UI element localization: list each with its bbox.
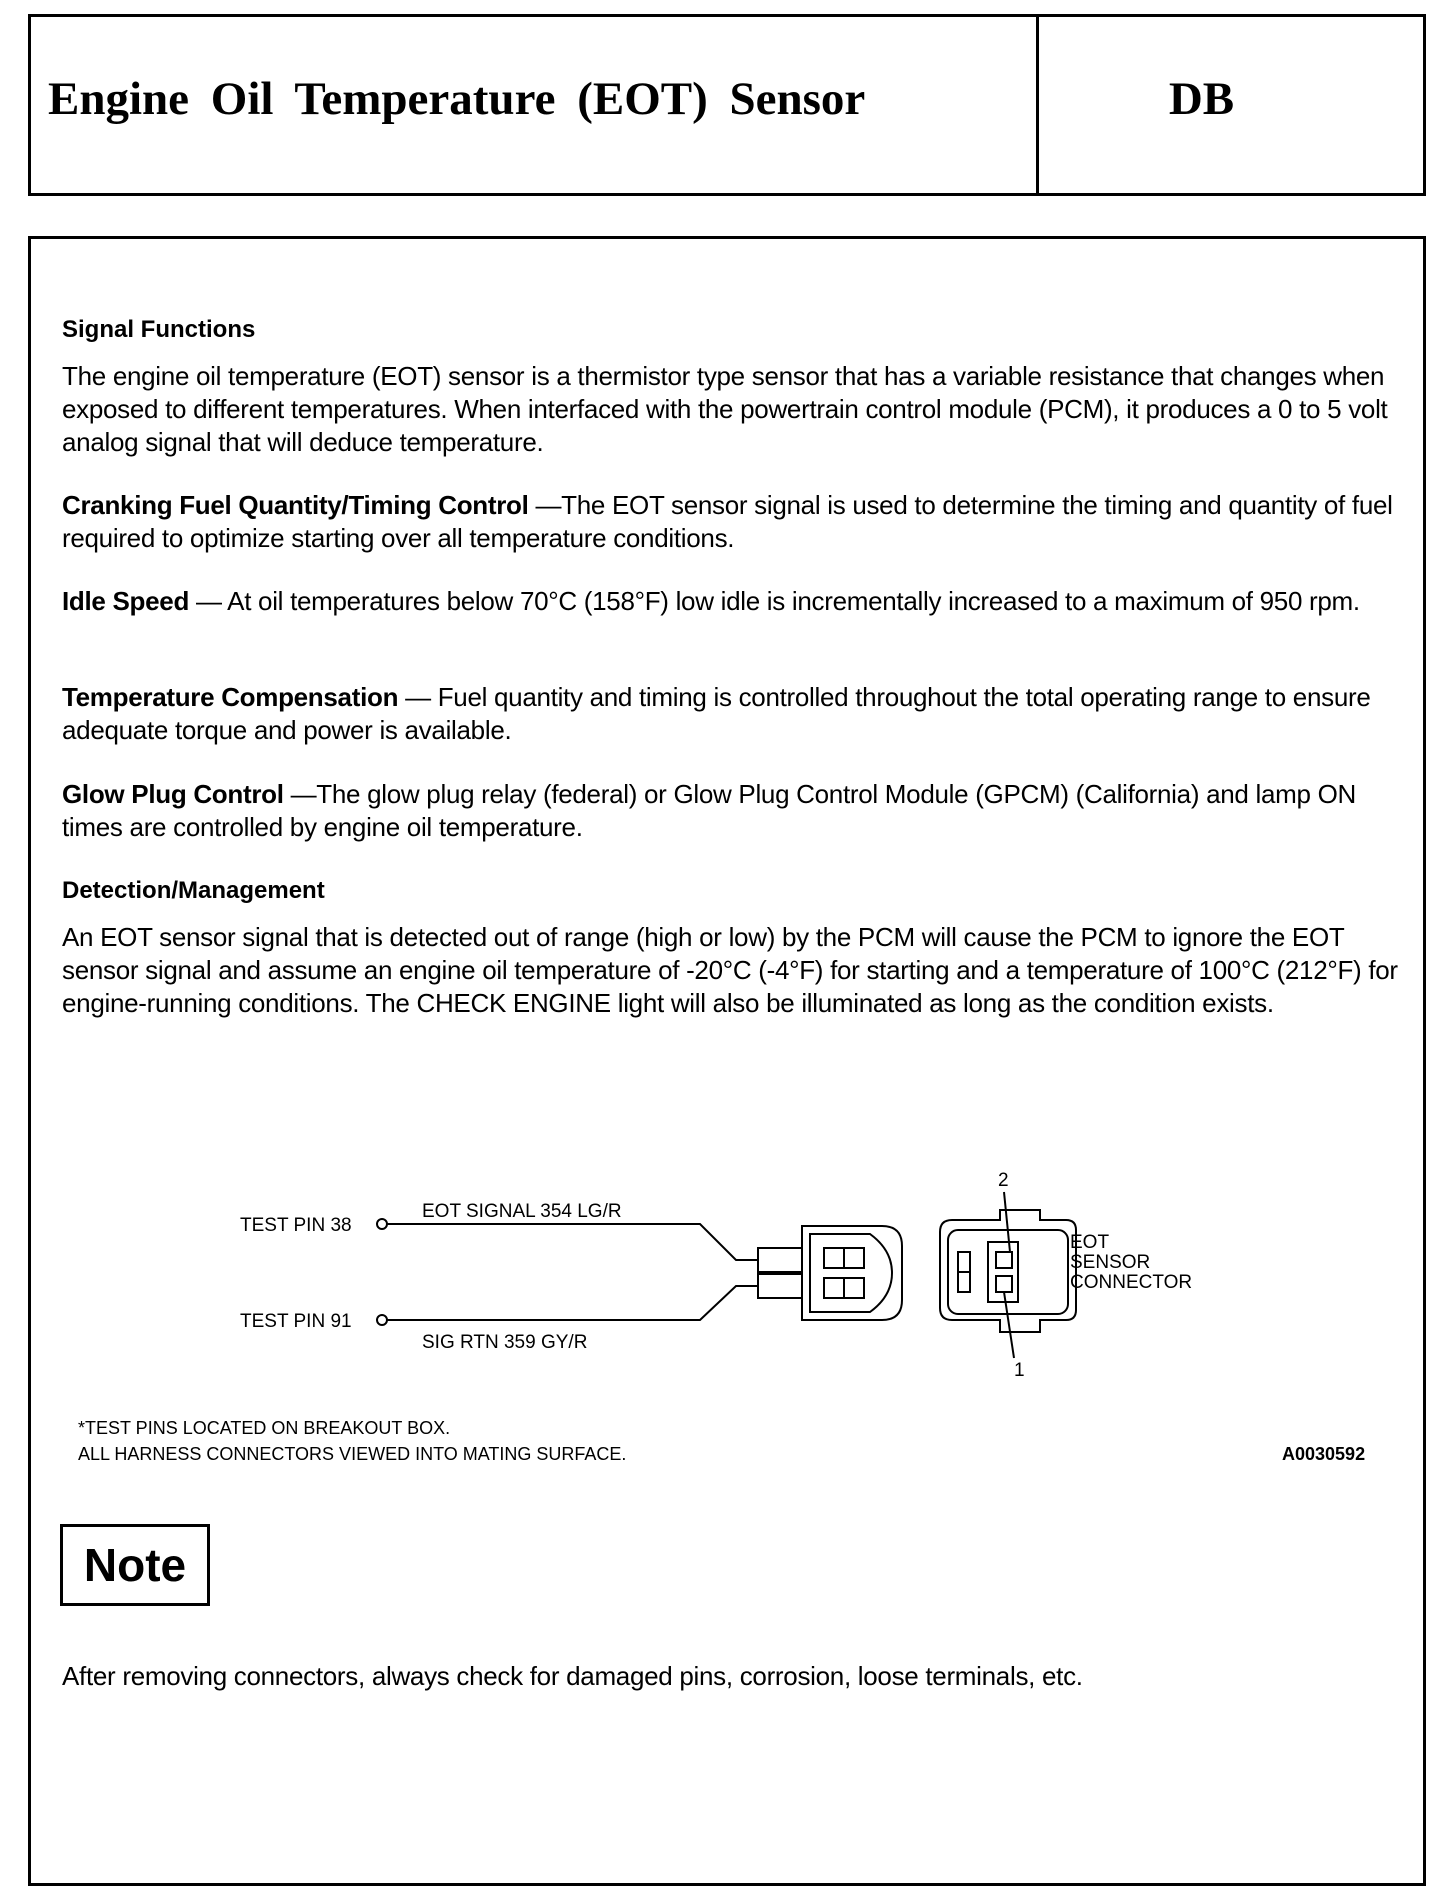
function-text: —The EOT sensor signal is used to determine the timing and quantity of fuel required to optimize starting over all temperature conditions. xyxy=(62,490,1393,553)
function-term: Cranking Fuel Quantity/Timing Control xyxy=(62,490,529,520)
eot-sensor-connector xyxy=(940,1192,1076,1358)
harness-connector xyxy=(758,1226,902,1320)
connector-label-line: SENSOR xyxy=(1070,1252,1151,1273)
connector-label-line: CONNECTOR xyxy=(1070,1272,1193,1293)
test-pin-38-terminal xyxy=(377,1219,387,1229)
sig-rtn-label: SIG RTN 359 GY/R xyxy=(422,1332,588,1353)
footnote-test-pins: *TEST PINS LOCATED ON BREAKOUT BOX. xyxy=(78,1418,451,1438)
figure-id: A0030592 xyxy=(1282,1444,1366,1464)
function-item xyxy=(62,585,1402,618)
function-text: — At oil temperatures below 70°C (158°F) low idle is incrementally increased to a maximum of 950 rpm. xyxy=(189,586,1360,616)
function-item xyxy=(62,778,1402,844)
function-term: Idle Speed xyxy=(62,586,190,616)
test-pin-91-label: TEST PIN 91 xyxy=(240,1311,352,1332)
function-item xyxy=(62,489,1402,555)
note-label: Note xyxy=(60,1524,210,1606)
wiring-diagram xyxy=(230,1160,1230,1390)
page-title: Engine Oil Temperature (EOT) Sensor xyxy=(48,73,866,125)
footnote-harness: ALL HARNESS CONNECTORS VIEWED INTO MATING SURFACE. xyxy=(78,1444,627,1464)
detection-heading: Detection/Management xyxy=(62,877,325,904)
test-pin-38-label: TEST PIN 38 xyxy=(240,1215,352,1236)
signal-functions-intro: The engine oil temperature (EOT) sensor is a thermistor type sensor that has a variable resistance that changes when exposed to different temperatures. When interfaced with the powertrain control module (PCM), it produces a 0 to 5 volt analog signal that will deduce temperature. xyxy=(62,361,1388,457)
function-text: — Fuel quantity and timing is controlled throughout the total operating range to ensure adequate torque and power is available. xyxy=(62,682,1371,745)
function-term: Glow Plug Control xyxy=(62,779,284,809)
eot-signal-wire xyxy=(387,1224,758,1260)
content-frame xyxy=(28,236,1426,1886)
function-text: —The glow plug relay (federal) or Glow Plug Control Module (GPCM) (California) and lamp ON times are controlled by engine oil temperature. xyxy=(62,779,1356,842)
eot-signal-label: EOT SIGNAL 354 LG/R xyxy=(422,1201,622,1222)
detection-text: An EOT sensor signal that is detected out of range (high or low) by the PCM will cause the PCM to ignore the EOT sensor signal and assume an engine oil temperature of -20°C (-4°F) for starting and a temperature of 100°C (212°F) for engine-running conditions. The CHECK ENGINE light will also be illuminated as long as the condition exists. xyxy=(62,922,1398,1018)
note-text: After removing connectors, always check for damaged pins, corrosion, loose terminals, etc. xyxy=(62,1661,1083,1691)
test-pin-91-terminal xyxy=(377,1315,387,1325)
connector-label-line: EOT xyxy=(1070,1232,1110,1253)
signal-functions-heading: Signal Functions xyxy=(62,316,256,343)
function-item xyxy=(62,681,1402,747)
section-code: DB xyxy=(1168,73,1235,125)
pin-2-label: 2 xyxy=(998,1170,1009,1191)
pin-1-label: 1 xyxy=(1014,1360,1025,1381)
sig-rtn-wire xyxy=(387,1286,758,1320)
function-term: Temperature Compensation xyxy=(62,682,399,712)
